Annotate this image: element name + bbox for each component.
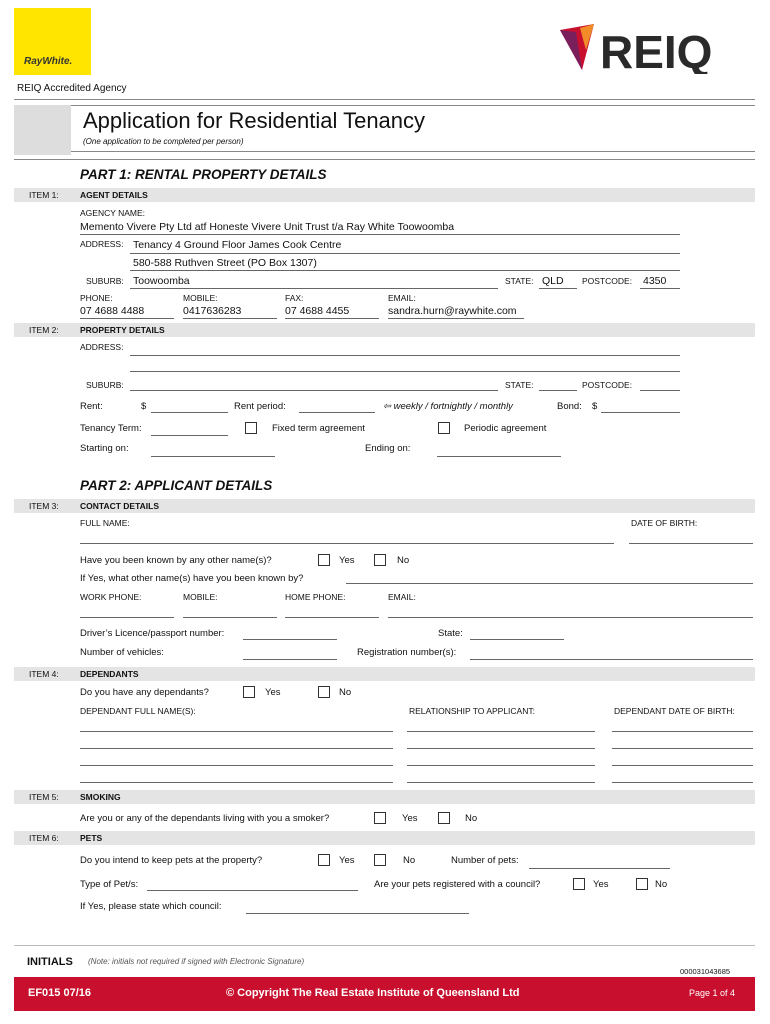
- address-line2[interactable]: 580-588 Ruthven Street (PO Box 1307): [133, 257, 317, 269]
- pets-registered-question: Are your pets registered with a council?: [374, 879, 541, 890]
- applicant-email-field[interactable]: [388, 617, 753, 618]
- licence-label: Driver’s Licence/passport number:: [80, 628, 225, 639]
- postcode-value[interactable]: 4350: [643, 275, 667, 287]
- property-address-field-2[interactable]: [130, 371, 680, 372]
- licence-state-label: State:: [438, 628, 463, 639]
- rent-label: Rent:: [80, 401, 103, 412]
- email-underline: [388, 318, 524, 319]
- pets-question: Do you intend to keep pets at the property?: [80, 855, 263, 866]
- property-postcode-label: POSTCODE:: [582, 380, 633, 390]
- vehicles-field[interactable]: [243, 659, 337, 660]
- applicant-mobile-field[interactable]: [183, 617, 277, 618]
- work-phone-label: WORK PHONE:: [80, 592, 142, 602]
- pets-yes-checkbox[interactable]: [318, 854, 330, 866]
- initials-label: INITIALS: [27, 956, 73, 968]
- item2-heading: PROPERTY DETAILS: [80, 325, 165, 335]
- suburb-value[interactable]: Toowoomba: [133, 275, 190, 287]
- bond-label: Bond:: [557, 401, 582, 412]
- dependant-dob-col: DEPENDANT DATE OF BIRTH:: [614, 706, 735, 716]
- item3-label: ITEM 3:: [29, 501, 59, 511]
- state-underline: [539, 288, 577, 289]
- pet-type-field[interactable]: [147, 890, 358, 891]
- property-suburb-label: SUBURB:: [86, 380, 124, 390]
- divider: [71, 151, 755, 152]
- dependant-relationship-col: RELATIONSHIP TO APPLICANT:: [409, 706, 535, 716]
- rent-field[interactable]: [151, 412, 228, 413]
- fixed-term-checkbox[interactable]: [245, 422, 257, 434]
- item5-label: ITEM 5:: [29, 792, 59, 802]
- registration-field[interactable]: [470, 659, 753, 660]
- divider: [14, 99, 755, 100]
- periodic-checkbox[interactable]: [438, 422, 450, 434]
- item2-label: ITEM 2:: [29, 325, 59, 335]
- pets-yes-label: Yes: [339, 855, 355, 866]
- home-phone-field[interactable]: [285, 617, 379, 618]
- item4-bar: [14, 667, 755, 681]
- address-line2-underline: [130, 270, 680, 271]
- ending-on-label: Ending on:: [365, 443, 411, 454]
- registered-yes-label: Yes: [593, 879, 609, 890]
- applicant-mobile-label: MOBILE:: [183, 592, 218, 602]
- licence-state-field[interactable]: [470, 639, 564, 640]
- starting-on-label: Starting on:: [80, 443, 129, 454]
- periodic-label: Periodic agreement: [464, 423, 547, 434]
- initials-note: (Note: initials not required if signed with Electronic Signature): [88, 957, 305, 966]
- number-of-pets-field[interactable]: [529, 868, 670, 869]
- home-phone-label: HOME PHONE:: [285, 592, 346, 602]
- agency-name-value[interactable]: Memento Vivere Pty Ltd atf Honeste Vivere Unit Trust t/a Ray White Toowoomba: [80, 221, 455, 233]
- property-address-label: ADDRESS:: [80, 342, 124, 352]
- dependant-name-field[interactable]: [80, 731, 393, 732]
- dependants-no-label: No: [339, 687, 352, 698]
- footer-divider: [14, 945, 755, 946]
- smoker-no-label: No: [465, 813, 478, 824]
- part2-heading: PART 2: APPLICANT DETAILS: [80, 478, 273, 493]
- dependant-relationship-field[interactable]: [407, 782, 595, 783]
- licence-field[interactable]: [243, 639, 337, 640]
- svg-text:REIQ: REIQ: [600, 26, 713, 74]
- address-line1-underline: [130, 253, 680, 254]
- postcode-label: POSTCODE:: [582, 276, 633, 286]
- bond-currency: $: [592, 401, 598, 412]
- number-of-pets-label: Number of pets:: [451, 855, 519, 866]
- form-code: EF015 07/16: [28, 987, 91, 999]
- rent-period-field[interactable]: [299, 412, 375, 413]
- footer-bar: [14, 977, 755, 1011]
- item4-label: ITEM 4:: [29, 669, 59, 679]
- smoker-yes-label: Yes: [402, 813, 418, 824]
- property-state-label: STATE:: [505, 380, 534, 390]
- fax-underline: [285, 318, 379, 319]
- phone-underline: [80, 318, 174, 319]
- pets-no-checkbox[interactable]: [374, 854, 386, 866]
- dependant-dob-field[interactable]: [612, 782, 753, 783]
- work-phone-field[interactable]: [80, 617, 174, 618]
- dependants-yes-checkbox[interactable]: [243, 686, 255, 698]
- fax-value[interactable]: 07 4688 4455: [285, 305, 350, 317]
- mobile-label: MOBILE:: [183, 293, 218, 303]
- accredited-agency-label: REIQ Accredited Agency: [17, 83, 127, 94]
- suburb-underline: [130, 288, 498, 289]
- other-names-yes-label: Yes: [339, 555, 355, 566]
- divider: [71, 105, 755, 106]
- dependant-name-field[interactable]: [80, 782, 393, 783]
- item1-bar: [14, 188, 755, 202]
- dependants-no-checkbox[interactable]: [318, 686, 330, 698]
- smoker-no-checkbox[interactable]: [438, 812, 450, 824]
- item1-heading: AGENT DETAILS: [80, 190, 148, 200]
- address-line1[interactable]: Tenancy 4 Ground Floor James Cook Centre: [133, 239, 342, 251]
- dependant-dob-field[interactable]: [612, 731, 753, 732]
- document-number: 000031043685: [680, 967, 731, 976]
- postcode-underline: [640, 288, 680, 289]
- smoker-question: Are you or any of the dependants living with you a smoker?: [80, 813, 330, 824]
- item5-bar: [14, 790, 755, 804]
- property-address-field[interactable]: [130, 355, 680, 356]
- page-number: Page 1 of 4: [689, 988, 736, 998]
- pet-type-label: Type of Pet/s:: [80, 879, 139, 890]
- other-names-followup: If Yes, what other name(s) have you been known by?: [80, 573, 304, 584]
- dependants-question: Do you have any dependants?: [80, 687, 209, 698]
- item1-label: ITEM 1:: [29, 190, 59, 200]
- state-value[interactable]: QLD: [542, 275, 564, 287]
- full-name-field[interactable]: [80, 543, 614, 544]
- registration-label: Registration number(s):: [357, 647, 457, 658]
- mobile-value[interactable]: 0417636283: [183, 305, 242, 317]
- other-names-no-checkbox[interactable]: [374, 554, 386, 566]
- tenancy-term-field[interactable]: [151, 435, 228, 436]
- dependant-name-field[interactable]: [80, 765, 393, 766]
- other-names-question: Have you been known by any other name(s)?: [80, 555, 272, 566]
- property-postcode-field[interactable]: [640, 390, 680, 391]
- other-names-no-label: No: [397, 555, 410, 566]
- item3-bar: [14, 499, 755, 513]
- bond-field[interactable]: [601, 412, 680, 413]
- item4-heading: DEPENDANTS: [80, 669, 139, 679]
- item3-heading: CONTACT DETAILS: [80, 501, 160, 511]
- dob-field[interactable]: [629, 543, 753, 544]
- dependant-dob-field[interactable]: [612, 765, 753, 766]
- council-field[interactable]: [246, 913, 469, 914]
- item2-bar: [14, 323, 755, 337]
- dependant-relationship-field[interactable]: [407, 731, 595, 732]
- applicant-email-label: EMAIL:: [388, 592, 416, 602]
- ending-on-field[interactable]: [437, 456, 561, 457]
- page-title: Application for Residential Tenancy: [83, 108, 426, 133]
- phone-value[interactable]: 07 4688 4488: [80, 305, 145, 317]
- starting-on-field[interactable]: [151, 456, 275, 457]
- registered-no-checkbox[interactable]: [636, 878, 648, 890]
- title-gray-block: [14, 105, 71, 155]
- email-label: EMAIL:: [388, 293, 416, 303]
- dependants-yes-label: Yes: [265, 687, 281, 698]
- dependant-dob-field[interactable]: [612, 748, 753, 749]
- email-value[interactable]: sandra.hurn@raywhite.com: [388, 305, 517, 317]
- smoker-yes-checkbox[interactable]: [374, 812, 386, 824]
- dependant-name-field[interactable]: [80, 748, 393, 749]
- item6-heading: PETS: [80, 833, 103, 843]
- phone-label: PHONE:: [80, 293, 113, 303]
- council-label: If Yes, please state which council:: [80, 901, 222, 912]
- dob-label: DATE OF BIRTH:: [631, 518, 698, 528]
- rent-period-options: ⇦ weekly / fortnightly / monthly: [383, 401, 513, 412]
- raywhite-logo-text: RayWhite.: [24, 56, 73, 67]
- tenancy-term-label: Tenancy Term:: [80, 423, 142, 434]
- dependant-relationship-field[interactable]: [407, 748, 595, 749]
- fax-label: FAX:: [285, 293, 304, 303]
- mobile-underline: [183, 318, 277, 319]
- rent-currency: $: [141, 401, 147, 412]
- rent-period-label: Rent period:: [234, 401, 286, 412]
- property-state-field[interactable]: [539, 390, 577, 391]
- agency-name-label: AGENCY NAME:: [80, 208, 146, 218]
- address-label: ADDRESS:: [80, 239, 124, 249]
- full-name-label: FULL NAME:: [80, 518, 130, 528]
- dependant-relationship-field[interactable]: [407, 765, 595, 766]
- fixed-term-label: Fixed term agreement: [272, 423, 365, 434]
- copyright: © Copyright The Real Estate Institute of Queensland Ltd: [226, 987, 520, 999]
- dependant-name-col: DEPENDANT FULL NAME(S):: [80, 706, 196, 716]
- part1-heading: PART 1: RENTAL PROPERTY DETAILS: [80, 167, 327, 182]
- reiq-logo: [556, 22, 758, 74]
- registered-no-label: No: [655, 879, 668, 890]
- vehicles-label: Number of vehicles:: [80, 647, 164, 658]
- pets-no-label: No: [403, 855, 416, 866]
- page-subtitle: (One application to be completed per person): [83, 137, 244, 146]
- registered-yes-checkbox[interactable]: [573, 878, 585, 890]
- divider: [14, 159, 755, 160]
- property-suburb-field[interactable]: [130, 390, 498, 391]
- raywhite-logo: [14, 8, 91, 75]
- item5-heading: SMOKING: [80, 792, 121, 802]
- other-names-field[interactable]: [346, 583, 753, 584]
- suburb-label: SUBURB:: [86, 276, 124, 286]
- state-label: STATE:: [505, 276, 534, 286]
- agency-name-line: [80, 234, 680, 235]
- other-names-yes-checkbox[interactable]: [318, 554, 330, 566]
- item6-bar: [14, 831, 755, 845]
- item6-label: ITEM 6:: [29, 833, 59, 843]
